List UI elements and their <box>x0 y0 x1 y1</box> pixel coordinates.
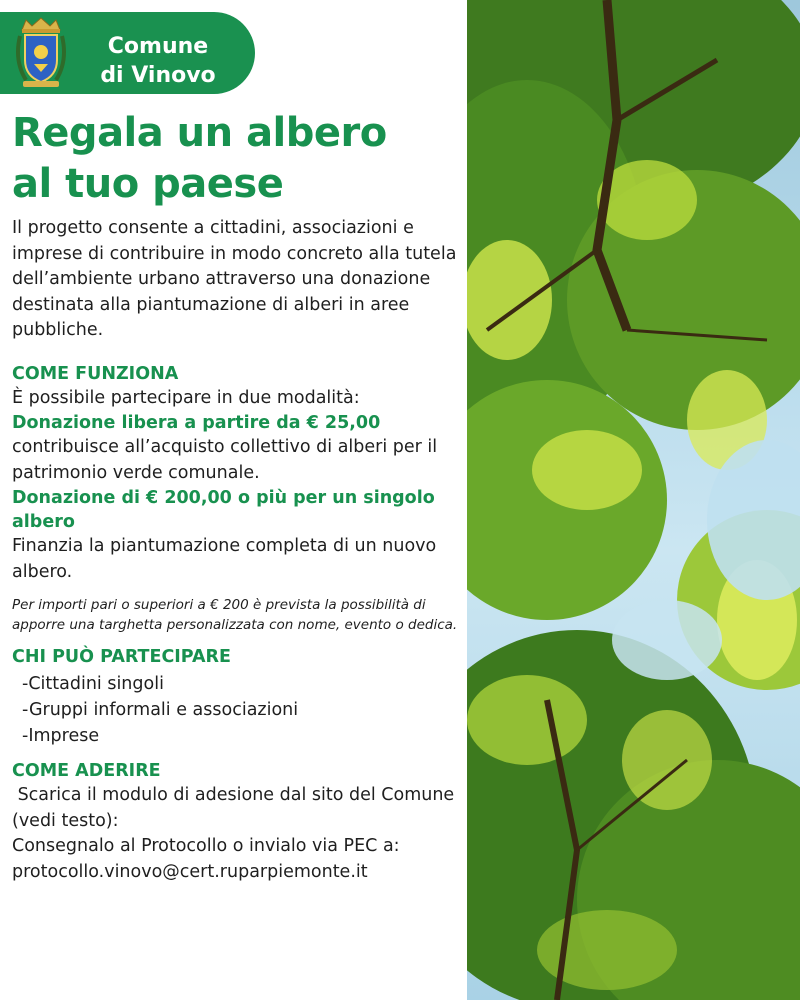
header-title <box>88 32 228 90</box>
list-item: -Imprese <box>22 726 100 746</box>
page-title <box>12 108 464 210</box>
section-come-funziona <box>12 362 464 636</box>
page-title-line1: Regala un albero <box>12 110 387 156</box>
option1-text: contribuisce all’acquisto collettivo di alberi per il patrimonio verde comunale. <box>12 437 438 483</box>
list-item: -Gruppi informali e associazioni <box>22 700 299 720</box>
option2-title: Donazione di € 200,00 o più per un singolo albero <box>12 488 435 532</box>
come-funziona-lead: È possibile partecipare in due modalità: <box>12 387 360 408</box>
list-item: -Cittadini singoli <box>22 674 164 694</box>
municipal-crest-icon <box>14 16 68 90</box>
option2-text: Finanzia la piantumazione completa di un nuovo albero. <box>12 536 437 582</box>
plaque-note: Per importi pari o superiori a € 200 è prevista la possibilità di apporre una targhetta personalizzata con nome, evento o dedica. <box>12 597 458 633</box>
option1-title: Donazione libera a partire da € 25,00 <box>12 413 381 433</box>
page-title-line2: al tuo paese <box>12 161 284 207</box>
participants-list <box>12 671 464 749</box>
section-chi-puo-partecipare <box>12 645 464 749</box>
section-come-aderire <box>12 759 464 885</box>
heading-chi-puo-partecipare: CHI PUÒ PARTECIPARE <box>12 647 231 667</box>
tree-canopy-photo <box>467 0 800 1000</box>
header-title-line1: Comune <box>107 34 209 59</box>
aderire-download-text: Scarica il modulo di adesione dal sito del Comune (vedi testo): <box>12 785 460 831</box>
content-column <box>12 108 464 885</box>
header-title-line2: di Vinovo <box>100 63 216 88</box>
heading-come-funziona: COME FUNZIONA <box>12 363 179 384</box>
intro-paragraph: Il progetto consente a cittadini, associazioni e imprese di contribuire in modo concreto alla tutela dell’ambiente urbano attraverso una donazione destinata alla piantumazione di alberi in aree pubbliche. <box>12 218 457 340</box>
heading-come-aderire: COME ADERIRE <box>12 761 161 781</box>
aderire-delivery-text: Consegnalo al Protocollo o invialo via PEC a: protocollo.vinovo@cert.ruparpiemonte.it <box>12 836 400 882</box>
tree-canopy-illustration <box>467 0 800 1000</box>
